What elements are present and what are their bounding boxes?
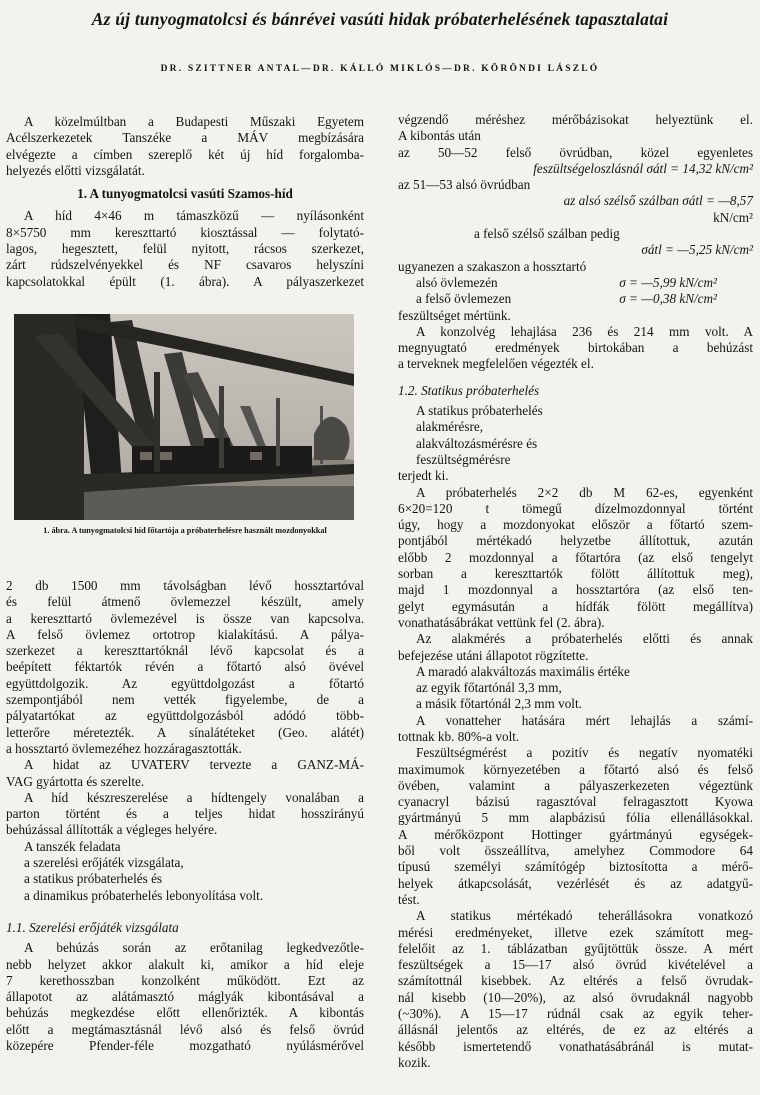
stress-row-label: alsó övlemezén: [416, 274, 498, 290]
list-item: a szerelési erőjáték vizsgálata,: [24, 855, 184, 871]
text-line: felelőit az 1. táblázatban gyűjtöttük össze. A mért: [398, 940, 753, 956]
text-line: pontjából mértékadó helyzetbe állítottuk, azután: [398, 533, 753, 549]
paragraph-assembly: [6, 790, 364, 839]
paragraph-deck: [6, 578, 364, 757]
text-line: 7 kerethosszban konzolként működött. Ezt az: [6, 972, 364, 988]
text-line: tottnak kb. 80%-a volt.: [398, 728, 520, 744]
text-line: beépített féktartók révén a főtartó alsó övével: [6, 659, 364, 675]
text-line: helyek átkapcsolását, vezérlését és az adatgyű-: [398, 875, 753, 891]
text-line: 8×5750 mm kereszttartó kiosztással — folytató-: [6, 224, 364, 240]
text-line: az 51—53 alsó övrúdban: [398, 177, 531, 193]
list-intro: A maradó alakváltozás maximális értéke: [416, 663, 630, 679]
right-column: [398, 112, 753, 1071]
text-line: A kibontás után: [398, 128, 481, 144]
text-line: behúzással állították a végleges helyére.: [6, 822, 218, 838]
stress-value-line: σátl = —5,25 kN/cm²: [641, 242, 753, 258]
residual-deformation-list: [398, 664, 753, 713]
text-line: állapotot az alátámasztó máglyák kibontásával a: [6, 989, 364, 1005]
text-line: később ismertetendő vonathatásábránál is mutat-: [398, 1038, 753, 1054]
paragraph-shape-measurement: [398, 631, 753, 664]
list-item: az egyik főtartónál 3,3 mm,: [416, 680, 562, 696]
text-line: A híd készreszerelése a hídtengely vonalában a: [24, 789, 364, 805]
text-line: feszültségek a 15—17 alsó övrúd kivételével a: [398, 957, 753, 973]
left-column: [6, 114, 364, 1054]
text-line: A konzolvég lehajlása 236 és 214 mm volt. A: [416, 323, 753, 339]
text-line: Acélszerkezetek Tanszéke a MÁV megbízására: [6, 130, 364, 146]
text-line: helyezés előtti vizsgálatát.: [6, 162, 145, 178]
text-line: A közelmúltban a Budapesti Műszaki Egyetem: [24, 114, 364, 129]
text-line: a kereszttartó övlemezével is össze van kapcsolva.: [6, 610, 364, 626]
stress-row: [398, 275, 753, 291]
text-line: együttdolgozik. Az együttdolgozást a főtartó: [6, 675, 364, 691]
figure-1-photo: [14, 314, 354, 520]
section-heading-1-1: 1.1. Szerelési erőjáték vizsgálata: [6, 919, 179, 935]
text-line: (~30%). A 15—17 rúdnál csak az egyik teher-: [398, 1006, 753, 1022]
paragraph-static-results: [398, 908, 753, 1071]
text-line: A felső övlemez ortotrop kialakítású. A pálya-: [6, 626, 364, 642]
section-heading-1-2: 1.2. Statikus próbaterhelés: [398, 382, 540, 398]
text-line: sorban a kereszttartók fölött állítottuk meg),: [398, 566, 753, 582]
text-line: terjedt ki.: [398, 468, 449, 484]
text-line: cyanacryl bázisú ragasztóval felragasztott Kyowa: [398, 794, 753, 810]
text-line: parton történt és a teljes hidat hosszirányú: [6, 806, 364, 822]
list-intro: A statikus próbaterhelés: [416, 403, 543, 419]
text-line: befejezése utáni állapotot rögzítette.: [398, 647, 589, 663]
text-line: úgy, hogy a mozdonyokat először a főtartó szem-: [398, 517, 753, 533]
article-authors: DR. SZITTNER ANTAL—DR. KÁLLÓ MIKLÓS—DR. KÖRÖNDI LÁSZLÓ: [160, 64, 600, 74]
text-line: a felső szélső szálban pedig: [474, 226, 620, 242]
text-line: A próbaterhelés 2×2 db M 62-es, egyenként: [416, 484, 753, 500]
static-test-list: [398, 403, 753, 484]
text-line: Az alakmérés a próbaterhelés előtti és annak: [416, 631, 753, 647]
stress-value-line: az alsó szélső szálban σátl = —8,57: [563, 193, 753, 209]
paragraph-intro: [6, 114, 364, 179]
paragraph-deflection: [398, 713, 753, 746]
paragraph-pulling: [6, 940, 364, 1054]
text-line: tést.: [398, 891, 420, 907]
text-line: számítottnál kisebbek. Az eltérés a felső övrudak-: [398, 973, 753, 989]
text-line: VAG gyártotta és szerelte.: [6, 773, 145, 789]
article-title: Az új tunyogmatolcsi és bánrévei vasúti hidak próbaterhelésének tapasztalatai: [91, 9, 669, 29]
text-line: övében, valamint a pályaszerkezeten végeztünk: [398, 777, 753, 793]
text-line: 2 db 1500 mm távolságban lévő hossztartóval: [6, 577, 364, 593]
figure-1-caption: 1. ábra. A tunyogmatolcsi híd főtartója a próbaterhelésre használt mozdonyokkal: [43, 525, 327, 535]
bridge-truss-photo-image: [14, 314, 354, 520]
stress-row-label: a felső övlemezen: [416, 291, 512, 307]
task-list: [6, 839, 364, 904]
list-item: a másik főtartónál 2,3 mm volt.: [416, 696, 582, 712]
text-line: megnyugtató eredmények birtokában a behúzást: [398, 340, 753, 356]
text-line: a terveknek megfelelően végezték el.: [398, 356, 594, 372]
text-line: A híd 4×46 m támaszközű — nyílásonként: [24, 208, 364, 224]
text-line: feszültséget mértünk.: [398, 307, 511, 323]
text-line: pályatartókat az együttdolgozásból adódó több-: [6, 708, 364, 724]
stress-value-line: feszültségeloszlásnál σátl = 14,32 kN/cm²: [533, 160, 753, 176]
text-line: behúzás megkezdése előtt ellenőrizték. A kibontás: [6, 1005, 364, 1021]
text-line: mérési eredményeket, illetve ezek számított meg-: [398, 924, 753, 940]
text-line: a hossztartó övlemezéhez hozzáragasztották.: [6, 740, 242, 756]
list-item: feszültségmérésre: [416, 451, 511, 467]
text-line: elvégezte a címben szereplő két új híd forgalomba-: [6, 146, 364, 162]
text-line: típusú személyi számítógép biztosította a mérő-: [398, 859, 753, 875]
text-line: zárt rúdszelvényekkel és NF csavaros helyszíni: [6, 257, 364, 273]
paragraph-cantilever: [398, 324, 753, 373]
text-line: maximumok környezetében a főtartó alsó és felső: [398, 761, 753, 777]
stress-row-value: σ = —0,38 kN/cm²: [619, 291, 717, 307]
paragraph-stress-measurement: [398, 745, 753, 908]
text-line: gyártmányú 5 mm alapbázisú fólia ellenállásokkal.: [398, 810, 753, 826]
text-line: lagos, hegesztett, felül nyitott, rácsos szerkezet,: [6, 241, 364, 257]
text-line: ből volt összeállítva, amelyhez Commodore 64: [398, 843, 753, 859]
paragraph-measurement-bases: [398, 112, 753, 324]
unit-line: kN/cm²: [713, 209, 753, 225]
text-line: Feszültségmérést a pozitív és negatív nyomatéki: [416, 745, 753, 761]
section-heading-1: 1. A tunyogmatolcsi vasúti Szamos-híd: [77, 186, 293, 202]
text-line: előbb 2 mozdonnyal a főtartóra (az első tengelyt: [398, 549, 753, 565]
text-line: kozik.: [398, 1054, 431, 1070]
text-line: nál kisebb (10—20%), az alsó övrudaknál nagyobb: [398, 989, 753, 1005]
list-intro: A tanszék feladata: [24, 838, 121, 854]
list-item: a dinamikus próbaterhelés lebonyolítása volt.: [24, 887, 264, 903]
text-line: kapcsolatokkal épült (1. ábra). A pályaszerkezet: [6, 273, 364, 289]
text-line: gelyt egymásután a hídfák fölött megállítva): [398, 598, 753, 614]
text-line: előtt a megtámasztásnál lévő alsó és felső övrúd: [6, 1021, 364, 1037]
stress-row-value: σ = —5,99 kN/cm²: [619, 274, 717, 290]
text-line: A behúzás során az erőtanilag legkedvezőtle-: [24, 940, 364, 956]
text-line: A hidat az UVATERV tervezte a GANZ-MÁ-: [24, 757, 364, 773]
text-line: A vonatteher hatására mért lehajlás a számí-: [416, 712, 753, 728]
list-item: alakmérésre,: [416, 419, 483, 435]
text-line: közepére Pfender-féle mozgatható nyúlásmérővel: [6, 1037, 364, 1053]
paragraph-locomotives: [398, 485, 753, 632]
text-line: A mérőközpont Hottinger gyártmányú egységek-: [398, 826, 753, 842]
stress-row: [398, 291, 753, 307]
paragraph-designer: [6, 757, 364, 790]
text-line: szempontjából nem vették figyelembe, de a: [6, 692, 364, 708]
text-line: végzendő méréshez mérőbázisokat helyeztünk el.: [398, 112, 753, 127]
text-line: és felül átmenő övlemezzel készült, amely: [6, 594, 364, 610]
paragraph-bridge-description: [6, 208, 364, 289]
text-line: letterőre méretezték. A sínalátéteket (Geo. alátét): [6, 724, 364, 740]
text-line: az 50—52 felső övrúdban, közel egyenletes: [398, 144, 753, 160]
list-item: a statikus próbaterhelés és: [24, 871, 163, 887]
text-line: A statikus mértékadó teherállásokra vonatkozó: [416, 908, 753, 924]
text-line: majd 1 mozdonnyal a hossztartóra (az első ten-: [398, 582, 753, 598]
text-line: állásnál jelentős az eltérés, de ez az eltérés a: [398, 1022, 753, 1038]
text-line: ugyanezen a szakaszon a hossztartó: [398, 258, 587, 274]
text-line: vonathatásábrákat vettünk fel (2. ábra).: [398, 614, 605, 630]
text-line: szerkezet a kereszttartóknál lévő kapcsolat és a: [6, 643, 364, 659]
list-item: alakváltozásmérésre és: [416, 435, 538, 451]
text-line: 6×20=120 t tömegű dízelmozdonnyal történt: [398, 500, 753, 516]
text-line: nebb helyzet akkor alakult ki, amikor a híd eleje: [6, 956, 364, 972]
